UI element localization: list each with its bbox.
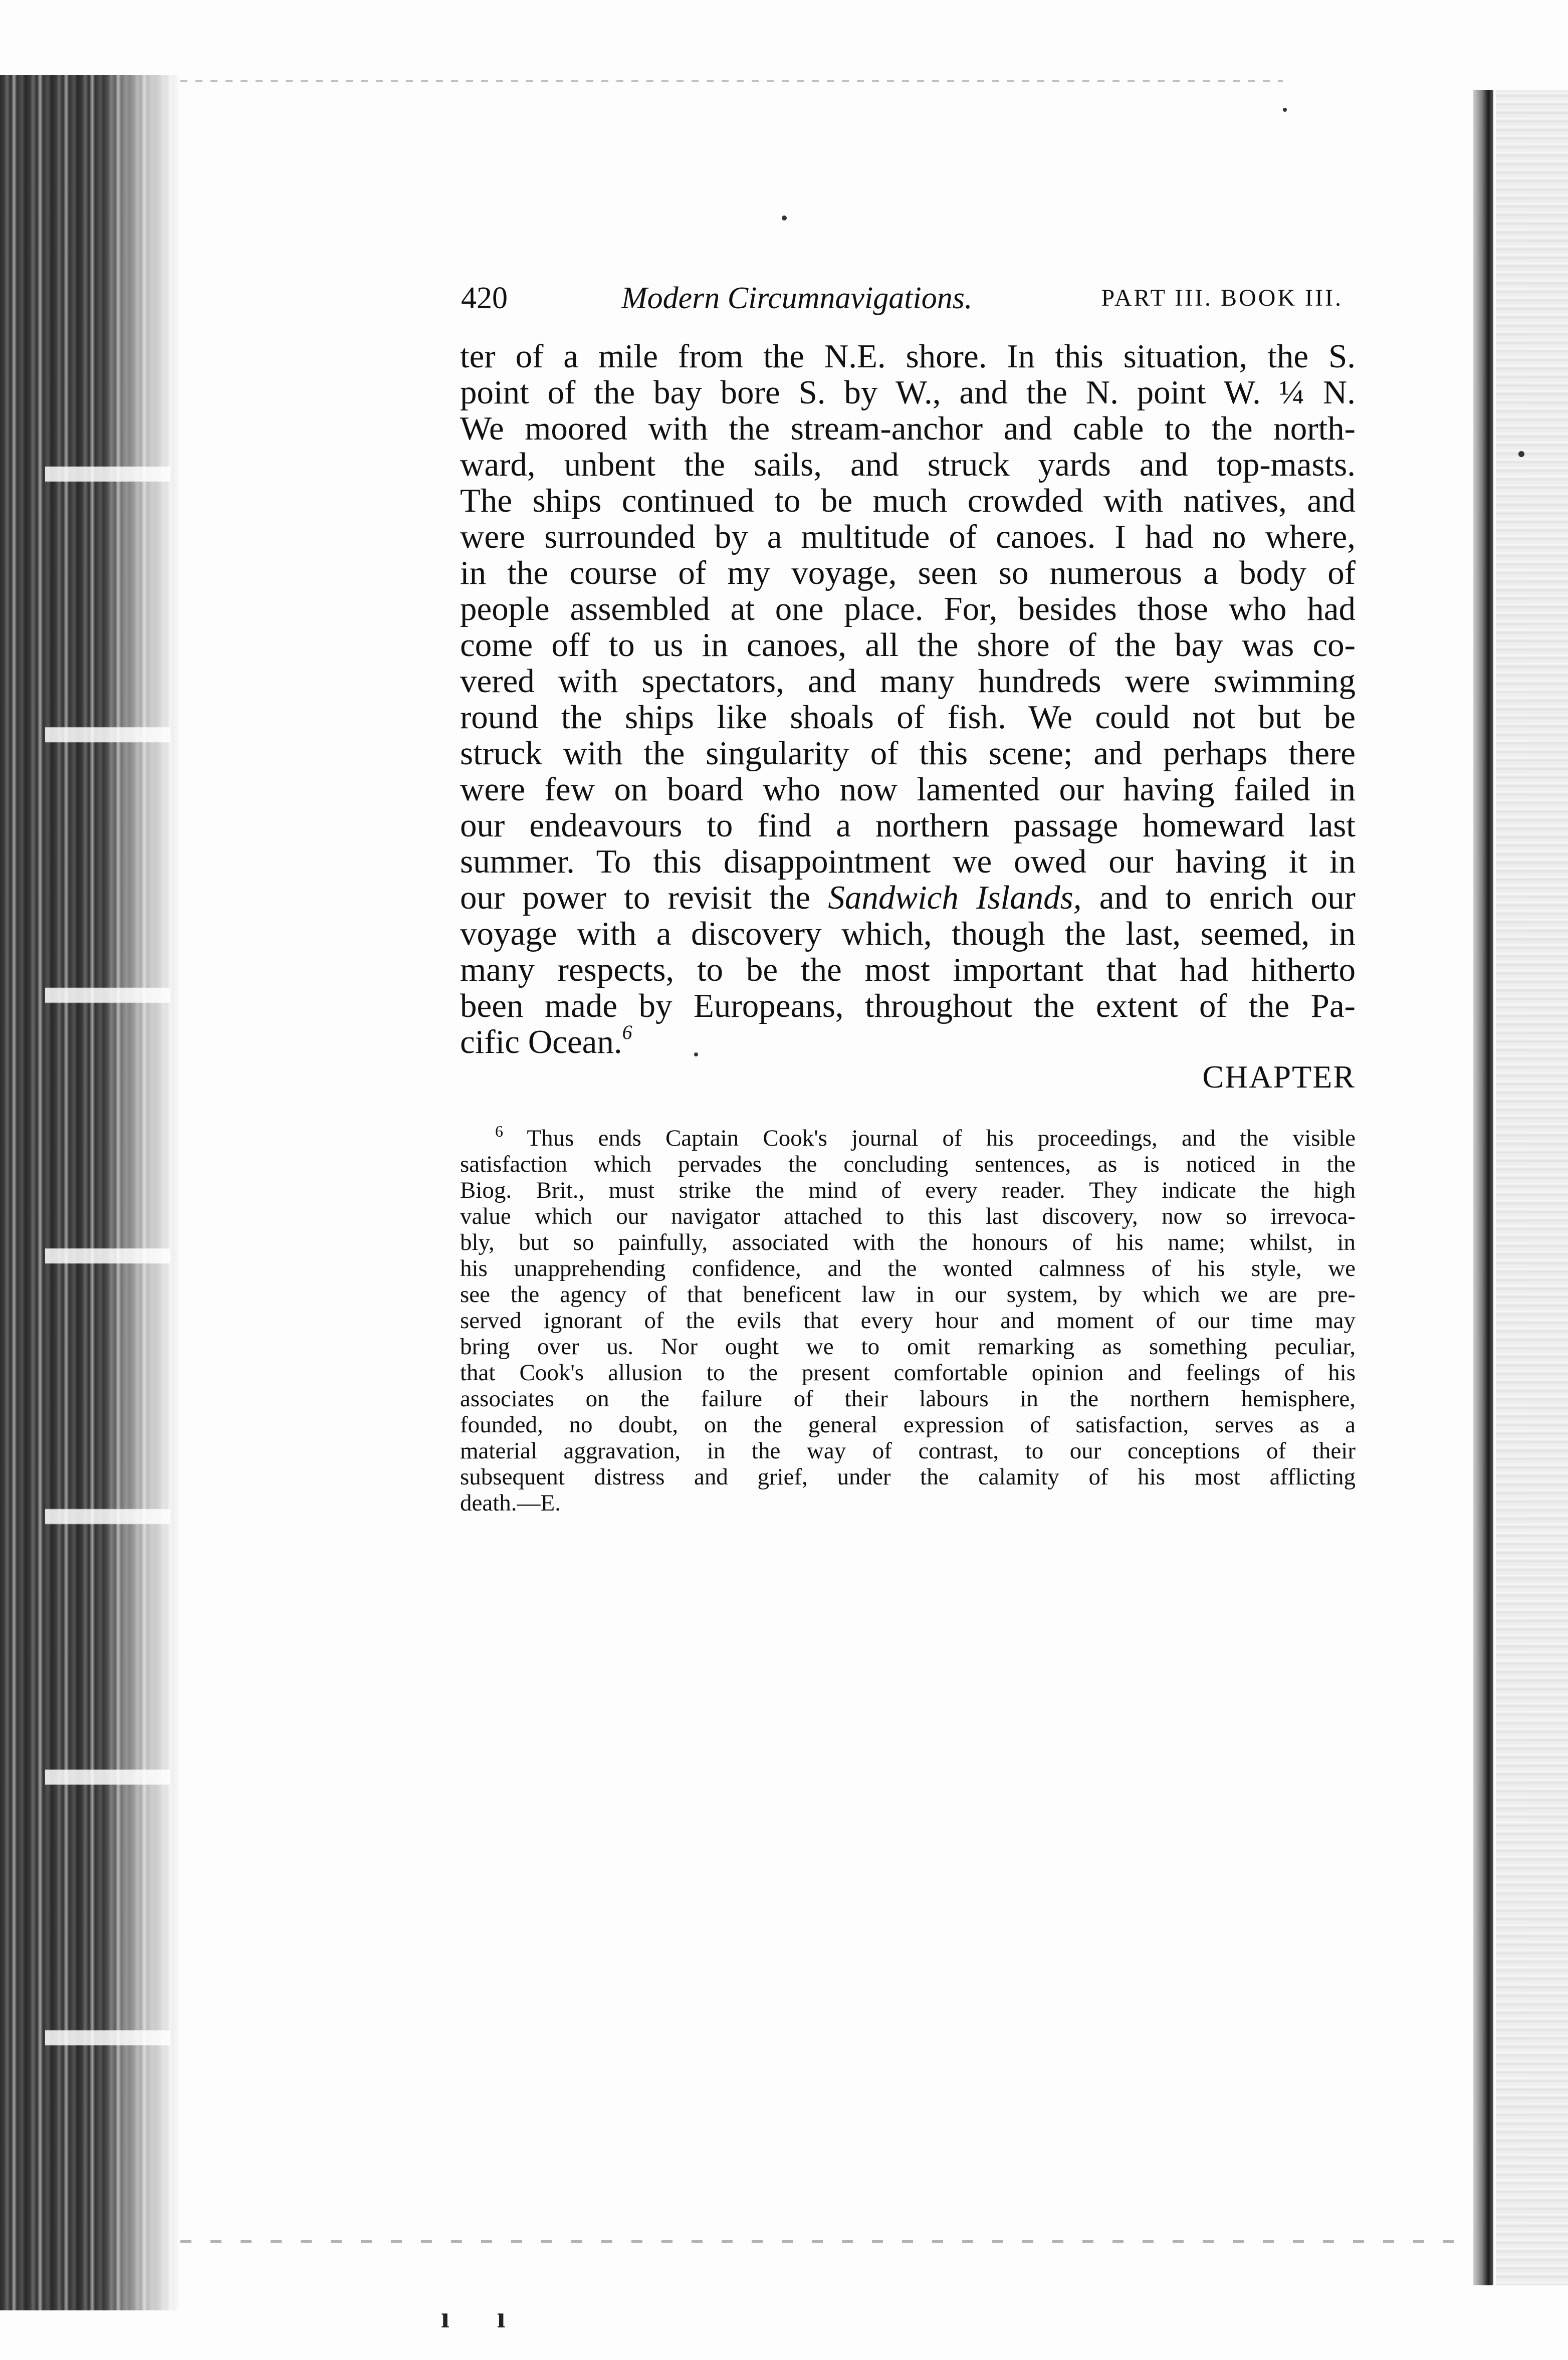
page-number: 420 — [461, 281, 508, 315]
body-text-run: our power to revisit the — [460, 879, 828, 916]
footnote-marker: 6 — [495, 1122, 503, 1140]
body-line: been made by Europeans, throughout the extent of the Pa- — [460, 987, 1356, 1024]
body-line: ter of a mile from the N.E. shore. In this situation, the S. — [460, 338, 1356, 375]
right-scan-texture — [1496, 90, 1568, 2285]
scan-speck — [782, 216, 787, 221]
body-line: The ships continued to be much crowded with natives, and — [460, 482, 1356, 519]
running-title: Modern Circumnavigations. — [621, 281, 973, 315]
scan-speck — [1283, 108, 1287, 112]
footnote — [460, 1122, 1356, 1516]
body-line: round the ships like shoals of fish. We could not but be — [460, 699, 1356, 736]
body-line: ward, unbent the sails, and struck yards and top-masts. — [460, 446, 1356, 483]
part-book-label: PART III. BOOK III. — [1101, 285, 1343, 311]
body-line: struck with the singularity of this scene; and perhaps there — [460, 735, 1356, 772]
body-text-run: and to enrich our — [1081, 879, 1356, 916]
footnote-line: Biog. Brit., must strike the mind of every reader. They indicate the high — [460, 1177, 1356, 1203]
body-last-line — [460, 1021, 1356, 1060]
footnote-text-run: Thus ends Captain Cook's journal of his proceedings, and the visible — [527, 1125, 1356, 1151]
footnote-line: subsequent distress and grief, under the calamity of his most afflicting — [460, 1464, 1356, 1490]
footnote-line: founded, no doubt, on the general expression of satisfaction, serves as a — [460, 1412, 1356, 1438]
body-text — [460, 338, 1356, 1060]
body-line: many respects, to be the most important that had hitherto — [460, 951, 1356, 988]
footnote-line: that Cook's allusion to the present comfortable opinion and feelings of his — [460, 1360, 1356, 1386]
body-line: were surrounded by a multitude of canoes. I had no where, — [460, 518, 1356, 555]
body-line: vered with spectators, and many hundreds were swimming — [460, 663, 1356, 700]
chapter-catchword: CHAPTER — [1202, 1059, 1356, 1095]
body-line: our endeavours to find a northern passage homeward last — [460, 807, 1356, 844]
body-line: We moored with the stream-anchor and cable to the north- — [460, 410, 1356, 447]
body-line: point of the bay bore S. by W., and the N. point W. ¼ N. — [460, 374, 1356, 411]
scan-speck — [1518, 451, 1524, 457]
right-scan-edge — [1473, 90, 1493, 2285]
body-line: were few on board who now lamented our having failed in — [460, 771, 1356, 808]
footnote-line: material aggravation, in the way of contrast, to our conceptions of their — [460, 1438, 1356, 1464]
footnote-line: served ignorant of the evils that every hour and moment of our time may — [460, 1308, 1356, 1334]
body-line: in the course of my voyage, seen so numerous a body of — [460, 554, 1356, 591]
footnote-line: bring over us. Nor ought we to omit remarking as something peculiar, — [460, 1334, 1356, 1360]
body-line: come off to us in canoes, all the shore of the bay was co- — [460, 626, 1356, 664]
footnote-line: satisfaction which pervades the concluding sentences, as is noticed in the — [460, 1151, 1356, 1177]
body-line: summer. To this disappointment we owed our having it in — [460, 843, 1356, 880]
footnote-line: associates on the failure of their labours in the northern hemisphere, — [460, 1386, 1356, 1412]
footnote-line: bly, but so painfully, associated with the honours of his name; whilst, in — [460, 1229, 1356, 1255]
body-text-run: cific Ocean. — [460, 1023, 622, 1060]
footnote-line: see the agency of that beneficent law in our system, by which we are pre- — [460, 1281, 1356, 1308]
italic-place-name: Sandwich Islands, — [828, 879, 1082, 916]
footnote-line: his unapprehending confidence, and the wonted calmness of his style, we — [460, 1255, 1356, 1281]
body-line-with-italics — [460, 880, 1356, 916]
binding-gaps — [45, 351, 170, 2105]
footnote-line: value which our navigator attached to this last discovery, now so irrevoca- — [460, 1203, 1356, 1229]
body-line: people assembled at one place. For, besides those who had — [460, 590, 1356, 627]
footnote-reference[interactable]: 6 — [622, 1021, 632, 1043]
footnote-last-line: death.—E. — [460, 1490, 561, 1516]
bottom-scan-edge — [180, 2240, 1463, 2243]
running-header — [461, 278, 1343, 318]
body-line: voyage with a discovery which, though the last, seemed, in — [460, 915, 1356, 952]
footnote-line — [460, 1122, 1356, 1151]
top-scan-edge — [180, 80, 1283, 82]
bottom-scan-marks: ı ı — [441, 2301, 526, 2334]
